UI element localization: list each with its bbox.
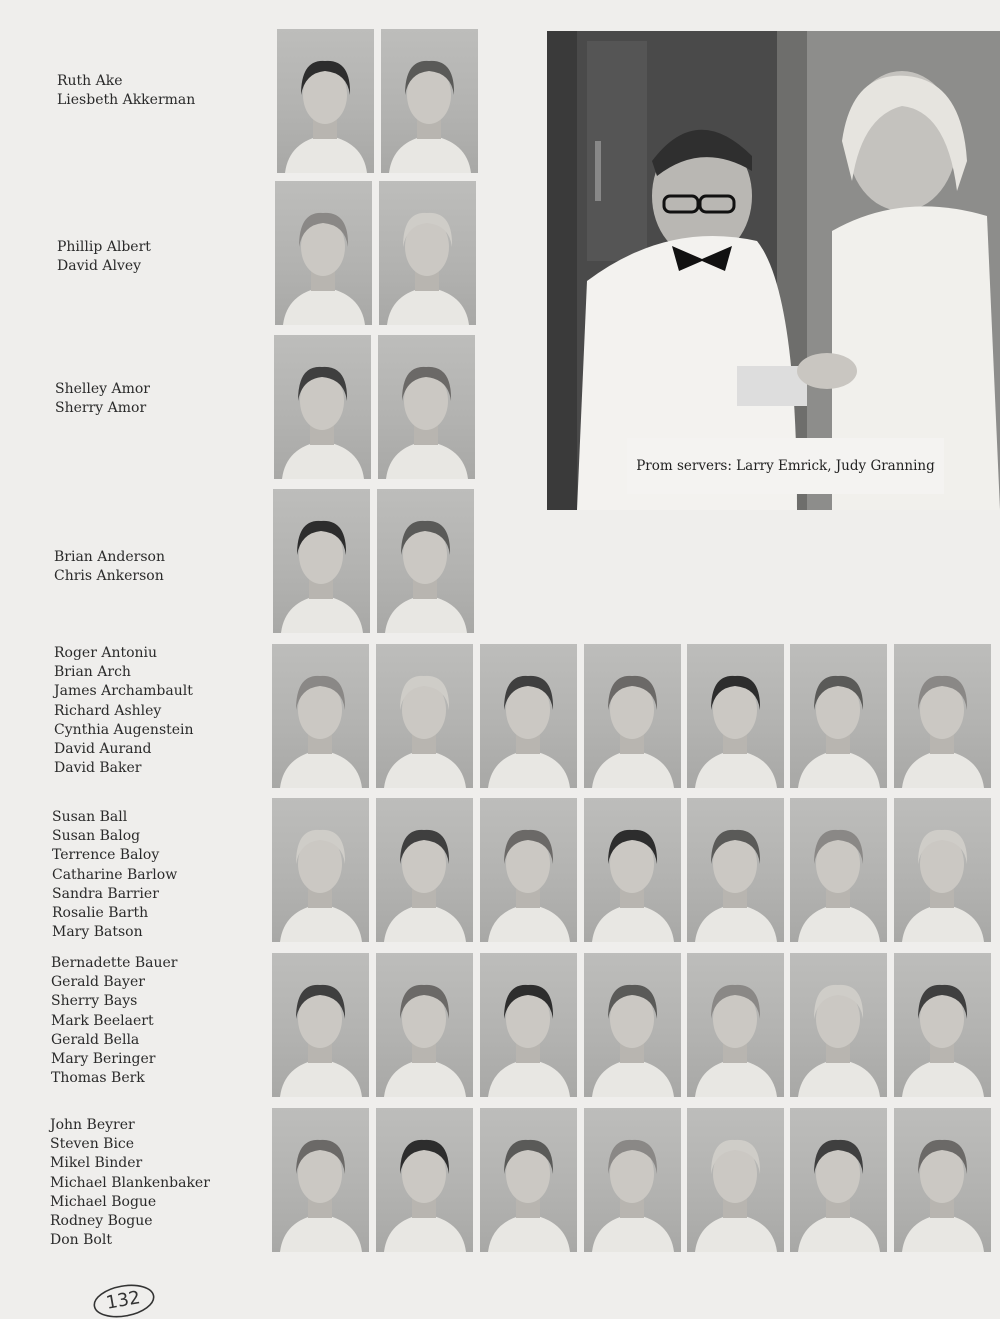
student-portrait <box>584 798 681 942</box>
student-name: Rodney Bogue <box>50 1213 153 1230</box>
student-name: Michael Bogue <box>50 1193 157 1210</box>
student-portrait <box>790 798 887 942</box>
student-portrait <box>480 798 577 942</box>
student-portrait <box>378 335 475 479</box>
student-portrait <box>381 29 478 173</box>
student-name: Steven Bice <box>50 1136 135 1153</box>
student-name: John Beyrer <box>50 1117 135 1133</box>
student-portrait <box>894 953 991 1097</box>
student-name: Sherry Bays <box>51 993 138 1010</box>
student-portrait <box>584 1108 681 1252</box>
student-portrait <box>894 798 991 942</box>
student-name: Catharine Barlow <box>52 866 178 883</box>
student-portrait <box>376 798 473 942</box>
student-name: Rosalie Barth <box>52 905 149 922</box>
student-portrait <box>687 1108 784 1252</box>
student-portrait <box>377 489 474 633</box>
student-name: Bernadette Bauer <box>51 955 178 971</box>
student-name: Roger Antoniu <box>54 645 158 661</box>
page-number <box>92 1284 156 1318</box>
student-name: Don Bolt <box>50 1232 112 1249</box>
student-portrait <box>894 644 991 788</box>
student-name: David Alvey <box>57 258 142 275</box>
student-name: Phillip Albert <box>57 239 151 255</box>
student-portrait <box>687 798 784 942</box>
student-portrait <box>790 644 887 788</box>
names-ake-akkerman <box>57 72 195 110</box>
student-name: Susan Balog <box>52 828 141 845</box>
student-portrait <box>275 181 372 325</box>
student-name: Cynthia Augenstein <box>54 721 194 738</box>
student-name: Mary Batson <box>52 924 143 941</box>
student-portrait <box>379 181 476 325</box>
student-portrait <box>272 644 369 788</box>
student-name: Mark Beelaert <box>51 1012 154 1029</box>
names-ball-batson <box>52 808 177 942</box>
student-portrait <box>376 1108 473 1252</box>
student-portrait <box>274 335 371 479</box>
page-number-text: 132 <box>104 1287 142 1314</box>
student-portrait <box>687 953 784 1097</box>
student-portrait <box>277 29 374 173</box>
names-anderson-ankerson <box>54 548 165 586</box>
names-bauer-berk <box>51 954 178 1088</box>
student-name: Ruth Ake <box>57 73 123 89</box>
student-name: Chris Ankerson <box>54 568 164 585</box>
student-name: Brian Arch <box>54 664 131 681</box>
student-portrait <box>376 953 473 1097</box>
student-portrait <box>272 798 369 942</box>
names-antoniu-baker <box>54 644 194 778</box>
student-portrait <box>272 953 369 1097</box>
student-name: Gerald Bella <box>51 1031 140 1048</box>
student-name: Mikel Binder <box>50 1155 143 1172</box>
student-name: Michael Blankenbaker <box>50 1174 210 1191</box>
names-beyrer-bolt <box>50 1116 210 1250</box>
student-portrait <box>790 1108 887 1252</box>
prom-caption: Prom servers: Larry Emrick, Judy Granning <box>627 438 944 494</box>
student-portrait <box>584 953 681 1097</box>
student-portrait <box>272 1108 369 1252</box>
student-name: Brian Anderson <box>54 549 165 565</box>
student-name: Shelley Amor <box>55 381 150 397</box>
student-portrait <box>584 644 681 788</box>
student-name: Mary Beringer <box>51 1051 156 1068</box>
student-name: Terrence Baloy <box>52 847 160 864</box>
student-portrait <box>894 1108 991 1252</box>
student-name: Thomas Berk <box>51 1070 145 1087</box>
student-portrait <box>480 644 577 788</box>
student-name: Liesbeth Akkerman <box>57 92 196 109</box>
student-name: Sherry Amor <box>55 400 147 417</box>
student-portrait <box>273 489 370 633</box>
student-name: Susan Ball <box>52 809 128 825</box>
student-portrait <box>480 1108 577 1252</box>
student-portrait <box>376 644 473 788</box>
student-name: Gerald Bayer <box>51 974 145 991</box>
student-name: Richard Ashley <box>54 702 162 719</box>
student-name: James Archambault <box>54 683 193 700</box>
student-name: Sandra Barrier <box>52 885 159 902</box>
student-portrait <box>480 953 577 1097</box>
student-portrait <box>790 953 887 1097</box>
student-name: David Aurand <box>54 741 152 758</box>
names-amor <box>55 380 150 418</box>
student-name: David Baker <box>54 760 142 777</box>
names-albert-alvey <box>57 238 151 276</box>
student-portrait <box>687 644 784 788</box>
